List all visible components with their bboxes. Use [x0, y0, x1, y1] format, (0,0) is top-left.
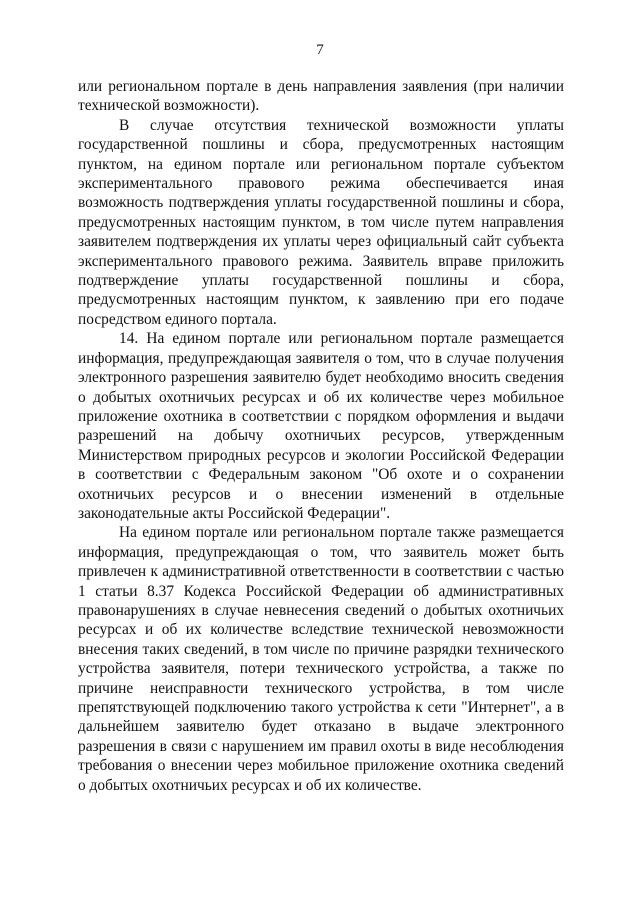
document-body — [78, 77, 564, 795]
paragraph-item-14: 14. На едином портале или региональном портале размещается информация, предупреждающая заявителя о том, что в случае получения электронного разрешения заявителю будет необходимо вносить сведения о добытых охотничьих ресурсах и об их количестве через мобильное приложение охотника в соответствии с порядком оформления и выдачи разрешений на добычу охотничьих ресурсов, утвержденным Министерством природных ресурсов и экологии Российской Федерации в соответствии с Федеральным законом "Об охоте и о сохранении охотничьих ресурсов и о внесении изменений в отдельные законодательные акты Российской Федерации". — [78, 330, 564, 522]
paragraph-liability-notice: На едином портале или региональном портале также размещается информация, предупреждающая о том, что заявитель может быть привлечен к административной ответственности в соответствии с частью 1 статьи 8.37 Кодекса Российской Федерации об административных правонарушениях в случае невнесения сведений о добытых охотничьих ресурсах и об их количестве вследствие технической невозможности внесения таких сведений, в том числе по причине разрядки технического устройства заявителя, потери технического устройства, а также по причине неисправности технического устройства, в том числе препятствующей подключению такого устройства к сети "Интернет", а в дальнейшем заявителю будет отказано в выдаче электронного разрешения в связи с нарушением им правил охоты в виде несоблюдения требования о внесении через мобильное приложение охотника сведений о добытых охотничьих ресурсах и об их количестве. — [78, 524, 564, 794]
page-number: 7 — [316, 42, 324, 58]
paragraph-fee-payment: В случае отсутствия технической возможности уплаты государственной пошлины и сбора, предусмотренных настоящим пунктом, на едином портале или региональном портале субъектом экспериментального правового режима обеспечивается иная возможность подтверждения уплаты государственной пошлины и сбора, предусмотренных настоящим пунктом, в том числе путем направления заявителем подтверждения их уплаты через официальный сайт субъекта экспериментального правового режима. Заявитель вправе приложить подтверждение уплаты государственной пошлины и сбора, предусмотренных настоящим пунктом, к заявлению при его подаче посредством единого портала. — [78, 116, 564, 328]
paragraph-continuation: или региональном портале в день направления заявления (при наличии технической возможности). — [78, 78, 564, 115]
